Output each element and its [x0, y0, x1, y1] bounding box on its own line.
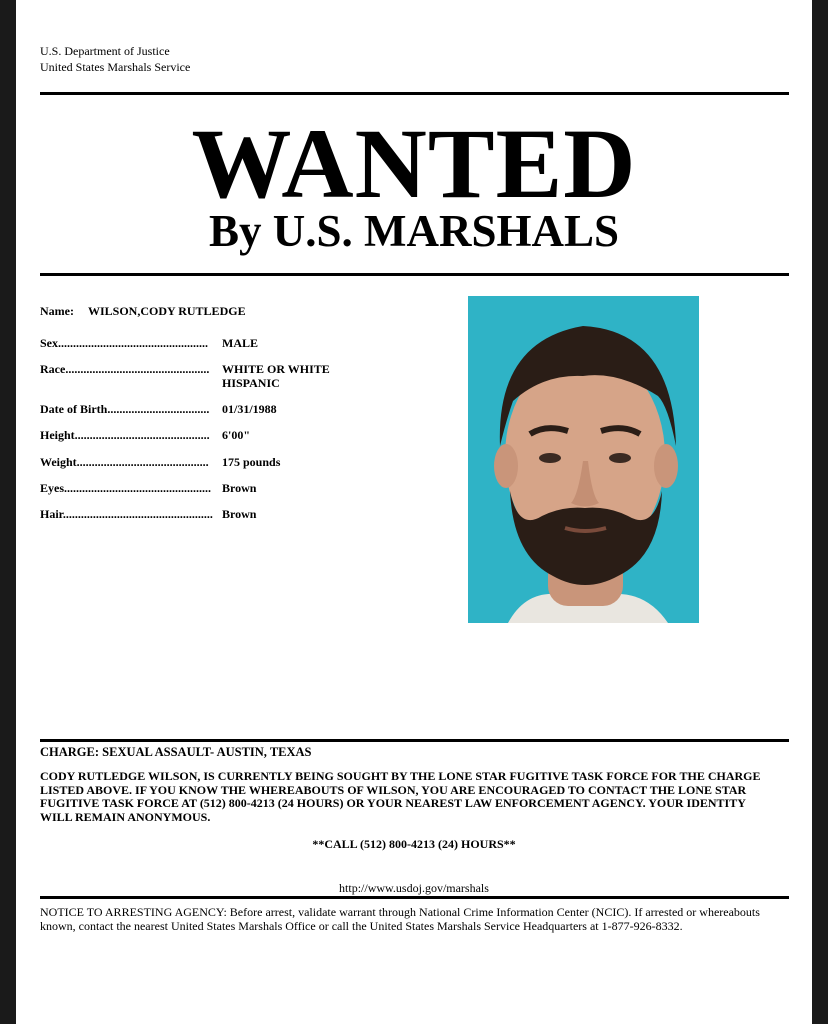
attr-height	[40, 428, 250, 442]
agency-line-2: United States Marshals Service	[40, 60, 191, 74]
attr-race	[40, 362, 330, 390]
divider-footer	[40, 896, 789, 899]
charge-line: CHARGE: SEXUAL ASSAULT- AUSTIN, TEXAS	[40, 745, 312, 759]
name-value: WILSON,CODY RUTLEDGE	[87, 304, 246, 318]
attr-label: Weight............................................	[40, 455, 209, 469]
divider-top	[40, 92, 789, 95]
attr-value: Brown	[222, 481, 257, 495]
marshals-link[interactable]: http://www.usdoj.gov/marshals	[339, 881, 489, 895]
divider-title	[40, 273, 789, 276]
wanted-subtitle: By U.S. MARSHALS	[208, 206, 620, 256]
attr-label: Sex..................................................	[40, 336, 208, 350]
attr-eyes	[40, 481, 257, 495]
attr-hair	[40, 507, 257, 521]
attr-label: Height.............................................	[40, 428, 210, 442]
wanted-title: WANTED	[191, 108, 637, 219]
arresting-agency-notice: NOTICE TO ARRESTING AGENCY: Before arrest, validate warrant through National Crime Information Center (NCIC). If arrested or whereabouts known, contact the nearest United States Marshals Office or call the United States Marshals Service Headquarters at 1-877-926-8332.	[40, 905, 760, 933]
subject-name-row	[40, 304, 246, 319]
attr-sex	[40, 336, 258, 350]
attr-value: 175 pounds	[222, 455, 281, 469]
attr-value: 6'00"	[222, 428, 250, 442]
attr-label: Date of Birth..................................	[40, 402, 210, 416]
divider-charge	[40, 739, 789, 742]
mugshot-photo	[468, 296, 699, 623]
subject-photo	[468, 296, 699, 623]
attr-label: Hair..................................................	[40, 507, 213, 521]
agency-line-1: U.S. Department of Justice	[40, 44, 170, 58]
agency-header	[40, 43, 190, 75]
attr-value: WHITE OR WHITE HISPANIC	[222, 362, 330, 390]
charge-description: CODY RUTLEDGE WILSON, IS CURRENTLY BEING SOUGHT BY THE LONE STAR FUGITIVE TASK FORCE FOR THE CHARGE LISTED ABOVE. IF YOU KNOW THE WHEREABOUTS OF WILSON, YOU ARE ENCOURAGED TO CONTACT THE LONE STAR FUGITIVE TASK FORCE AT (512) 800-4213 (24 HOURS) OR YOUR NEAREST LAW ENFORCEMENT AGENCY. YOUR IDENTITY WILL REMAIN ANONYMOUS.	[40, 769, 761, 824]
wanted-poster	[16, 0, 812, 1024]
name-label: Name:	[40, 304, 74, 318]
attr-value: MALE	[222, 336, 258, 350]
attr-dob	[40, 402, 277, 416]
attr-value: Brown	[222, 507, 257, 521]
attr-label: Race................................................	[40, 362, 210, 376]
attr-weight	[40, 455, 281, 469]
call-line: **CALL (512) 800-4213 (24) HOURS**	[312, 837, 516, 851]
attr-value: 01/31/1988	[222, 402, 277, 416]
attr-label: Eyes.................................................	[40, 481, 211, 495]
